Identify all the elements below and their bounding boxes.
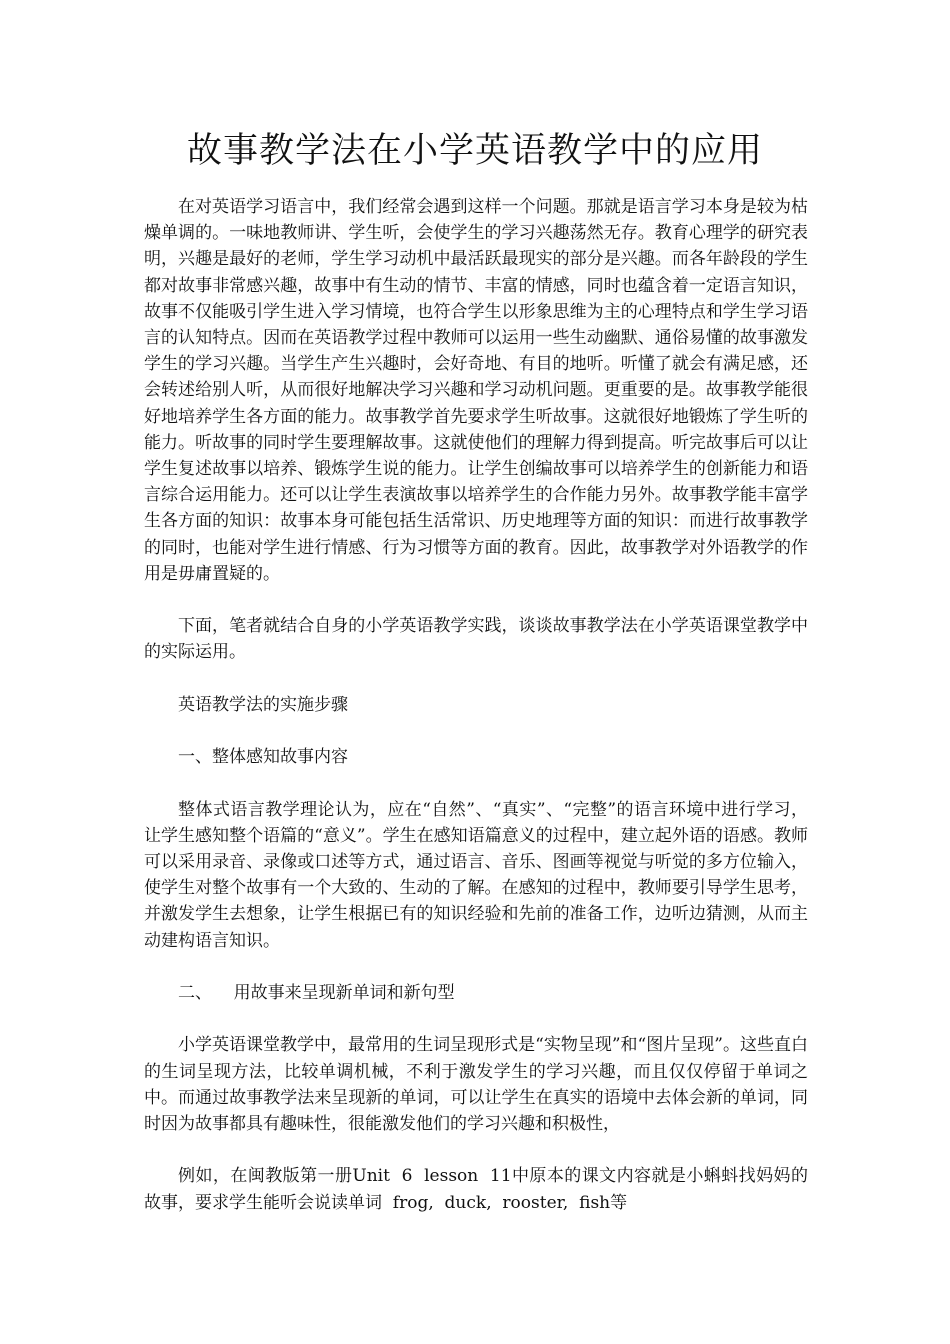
- section-heading: 英语教学法的实施步骤: [178, 694, 348, 715]
- document-title: 故事教学法在小学英语教学中的应用: [186, 131, 763, 171]
- step-two-paragraph: 小学英语课堂教学中，最常用的生词呈现形式是“实物呈现”和“图片呈现”。这些直白的生词呈现方法，比较单调机械，不利于激发学生的学习兴趣，而且仅仅停留于单词之中。而通过故事教学法来呈现新的单词，可以让学生在真实的语境中去体会新的单词，同时因为故事都具有趣味性，很能激发他们的学习兴趣和积极性，: [144, 1035, 808, 1135]
- document-body: [144, 194, 808, 1216]
- example-paragraph: 例如，在闽教版第一册Unit 6 lesson 11中原本的课文内容就是小蝌蚪找妈妈的故事，要求学生能听会说读单词 frog, duck, rooster, fish等: [144, 1166, 808, 1213]
- step-two-heading: 二、 用故事来呈现新单词和新句型: [178, 983, 455, 1004]
- step-one-paragraph: 整体式语言教学理论认为，应在“自然”、“真实”、“完整”的语言环境中进行学习，让学生感知整个语篇的“意义”。学生在感知语篇意义的过程中，建立起外语的语感。教师可以采用录音、录像或口述等方式，通过语言、音乐、图画等视觉与听觉的多方位输入，使学生对整个故事有一个大致的、生动的了解。在感知的过程中，教师要引导学生思考，并激发学生去想象，让学生根据已有的知识经验和先前的准备工作，边听边猜测，从而主动建构语言知识。: [144, 799, 808, 951]
- intro-paragraph: 在对英语学习语言中，我们经常会遇到这样一个问题。那就是语言学习本身是较为枯燥单调的。一味地教师讲、学生听，会使学生的学习兴趣荡然无存。教育心理学的研究表明，兴趣是最好的老师，学生学习动机中最活跃最现实的部分是兴趣。而各年龄段的学生都对故事非常感兴趣，故事中有生动的情节、丰富的情感，同时也蕴含着一定语言知识，故事不仅能吸引学生进入学习情境，也符合学生以形象思维为主的心理特点和学生学习语言的认知特点。因而在英语教学过程中教师可以运用一些生动幽默、通俗易懂的故事激发学生的学习兴趣。当学生产生兴趣时，会好奇地、有目的地听。听懂了就会有满足感，还会转述给别人听，从而很好地解决学习兴趣和学习动机问题。更重要的是。故事教学能很好地培养学生各方面的能力。故事教学首先要求学生听故事。这就很好地锻炼了学生听的能力。听故事的同时学生要理解故事。这就使他们的理解力得到提高。听完故事后可以让学生复述故事以培养、锻炼学生说的能力。让学生创编故事可以培养学生的创新能力和语言综合运用能力。还可以让学生表演故事以培养学生的合作能力另外。故事教学能丰富学生各方面的知识：故事本身可能包括生活常识、历史地理等方面的知识：而进行故事教学的同时，也能对学生进行情感、行为习惯等方面的教育。因此，故事教学对外语教学的作用是毋庸置疑的。: [144, 197, 808, 584]
- step-one-heading: 一、整体感知故事内容: [178, 747, 348, 768]
- overview-paragraph: 下面，笔者就结合自身的小学英语教学实践，谈谈故事教学法在小学英语课堂教学中的实际运用。: [144, 616, 808, 663]
